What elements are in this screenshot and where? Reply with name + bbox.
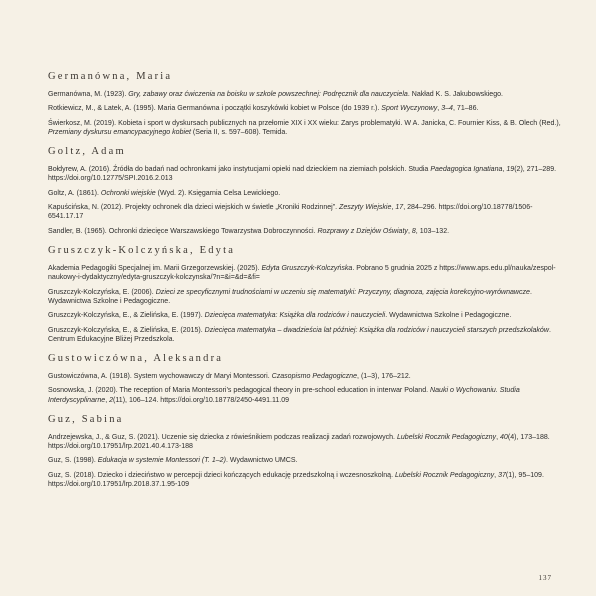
reference-italic-text: Dzieci ze specyficznymi trudnościami w uczeniu się matematyki: Przyczyny, diagnoza, zajęcia korekcyjno-wyrównawcze xyxy=(155,288,530,296)
reference-text: Świerkosz, M. (2019). Kobieta i sport w dyskursach publicznych na przełomie XIX i XX wieku: Zarys problematyki. W A. Janicka, C. Fournier Kiss, & B. Olech (Red.), xyxy=(48,119,561,127)
reference-text: , xyxy=(391,204,396,212)
reference-entry xyxy=(48,189,562,198)
reference-text: Bołdyrew, A. (2016). Źródła do badań nad ochronkami jako instytucjami opieki nad dzieckiem na ziemiach polskich. Studia xyxy=(48,166,431,174)
reference-text: Guz, S. (1998). xyxy=(48,457,98,465)
reference-text: Sandler, B. (1965). Ochronki dziecięce Warszawskiego Towarzystwa Dobroczynności. xyxy=(48,227,318,235)
reference-entry xyxy=(48,311,562,320)
reference-italic-text: Gry, zabawy oraz ćwiczenia na boisku w szkole powszechnej: Podręcznik dla nauczyciela xyxy=(128,91,408,98)
bibliography-page xyxy=(48,70,562,497)
reference-entry xyxy=(48,326,562,344)
section-title: Gustowiczówna, Aleksandra xyxy=(48,352,224,364)
reference-text: , 284–296. https://doi.org/10.18778/1506-6541.17.17 xyxy=(48,204,533,221)
reference-text: , xyxy=(105,396,110,404)
reference-text: (1), 95–109. https://doi.org/10.17951/lrp.2018.37.1.95-109 xyxy=(48,471,544,488)
section-title: Gruszczyk-Kolczyńska, Edyta xyxy=(48,244,236,256)
reference-entry xyxy=(48,203,562,221)
bibliography-section xyxy=(48,352,562,405)
reference-text: Kapuścińska, N. (2012). Projekty ochronek dla dzieci wiejskich w świetle „Kroniki Rodzinnej”. xyxy=(48,204,340,212)
reference-text: Andrzejewska, J., & Guz, S. (2021). Uczenie się dziecka z rówieśnikiem podczas realizacji zadań rozwojowych. xyxy=(48,433,397,441)
reference-text: (11), 106–124. https://doi.org/10.18778/2450-4491.11.09 xyxy=(113,396,290,404)
reference-text: , xyxy=(437,105,442,113)
reference-entry xyxy=(48,386,562,404)
reference-italic-text: Przemiany dyskursu emancypacyjnego kobiet xyxy=(48,128,191,136)
reference-italic-text: Paedagogica Ignatiana xyxy=(430,166,503,174)
reference-italic-text: Rozprawy z Dziejów Oświaty xyxy=(317,227,408,235)
reference-text: Gruszczyk-Kolczyńska, E. (2006). xyxy=(48,288,156,296)
reference-text: . Nakład K. S. Jakubowskiego. xyxy=(407,91,504,98)
reference-italic-text: 19 xyxy=(506,166,515,174)
reference-text: . Wydawnictwa Szkolne i Pedagogiczne. xyxy=(385,312,512,320)
reference-text: Guz, S. (2018). Dziecko i dzieciństwo w percepcji dzieci kończących edukację przedszkolną i wczesnoszkolną. xyxy=(48,471,396,479)
reference-text: . Wydawnictwo UMCS. xyxy=(225,457,298,465)
reference-italic-text: 37 xyxy=(498,471,506,479)
reference-italic-text: Dziecięca matematyka – dwadzieścia lat później: Książka dla rodziców i nauczycieli starszych przedszkolaków xyxy=(204,326,549,334)
reference-text: Sosnowska, J. (2020). The reception of Maria Montessori’s pedagogical theory in pre-school education in interwar Poland. xyxy=(48,387,431,395)
reference-text: (4), 173–188. https://doi.org/10.17951/lrp.2021.40.4.173-188 xyxy=(48,433,550,450)
bibliography-section xyxy=(48,413,562,489)
reference-italic-text: Ochronki wiejskie xyxy=(100,189,156,197)
reference-text: . Pobrano 5 grudnia 2025 z https://www.aps.edu.pl/nauka/zespol-naukowy-i-dydaktyczny/edyta-gruszczyk-kolczynska/?n=&i=&d=&fi= xyxy=(48,264,556,282)
reference-text: Rotkiewicz, M., & Latek, A. (1995). Maria Germanówna i początki koszykówki kobiet w Polsce (do 1939 r.). xyxy=(48,105,382,113)
reference-italic-text: Sport Wyczynowy xyxy=(381,105,438,113)
reference-entry xyxy=(48,433,562,451)
reference-italic-text: Czasopismo Pedagogiczne xyxy=(271,372,358,380)
section-title: Germanówna, Maria xyxy=(48,71,173,82)
reference-entry xyxy=(48,372,562,381)
reference-text: . Centrum Edukacyjne Bliżej Przedszkola. xyxy=(48,326,551,343)
reference-italic-text: Dziecięca matematyka: Książka dla rodziców i nauczycieli xyxy=(204,312,386,320)
bibliography-section xyxy=(48,145,562,236)
reference-text: Gruszczyk-Kolczyńska, E., & Zielińska, E. (1997). xyxy=(48,312,205,320)
reference-text: , xyxy=(502,166,507,174)
reference-italic-text: Edyta Gruszczyk-Kolczyńska xyxy=(261,264,353,272)
reference-entry xyxy=(48,227,562,236)
reference-italic-text: 40 xyxy=(500,433,508,441)
reference-italic-text: 2 xyxy=(109,396,114,404)
reference-text: , 103–132. xyxy=(415,227,450,235)
reference-entry xyxy=(48,471,562,489)
bibliography-section xyxy=(48,70,562,137)
reference-text: , (1–3), 176–212. xyxy=(357,372,411,380)
reference-entry xyxy=(48,119,562,137)
reference-text: , 71–86. xyxy=(452,105,479,113)
reference-text: (2), 271–289. https://doi.org/10.12775/SPI.2016.2.013 xyxy=(48,166,557,183)
reference-italic-text: Lubelski Rocznik Pedagogiczny xyxy=(396,433,497,441)
reference-text: , xyxy=(494,471,499,479)
reference-entry xyxy=(48,104,562,113)
reference-text: Gruszczyk-Kolczyńska, E., & Zielińska, E. (2015). xyxy=(48,326,205,334)
section-title: Goltz, Adam xyxy=(48,146,126,158)
reference-text: Germanówna, M. (1923). xyxy=(48,91,129,98)
reference-text: Gustowiczówna, A. (1918). System wychowawczy dr Maryi Montessori. xyxy=(48,372,272,380)
reference-entry xyxy=(48,165,562,183)
reference-italic-text: 8 xyxy=(411,227,416,235)
reference-text: Akademia Pedagogiki Specjalnej im. Marii Grzegorzewskiej. (2025). xyxy=(48,264,262,272)
reference-entry xyxy=(48,288,562,306)
reference-text: (Seria II, s. 597–608). Temida. xyxy=(190,128,288,136)
bibliography-section xyxy=(48,244,562,344)
reference-italic-text: 17 xyxy=(395,204,404,212)
reference-italic-text: Lubelski Rocznik Pedagogiczny xyxy=(395,471,495,479)
reference-italic-text: Zeszyty Wiejskie xyxy=(339,204,392,212)
reference-italic-text: Edukacja w systemie Montessori (T. 1–2) xyxy=(97,457,226,465)
reference-entry xyxy=(48,456,562,465)
reference-entry xyxy=(48,90,562,99)
section-title: Guz, Sabina xyxy=(48,413,124,425)
reference-entry xyxy=(48,264,562,282)
reference-text: (Wyd. 2). Księgarnia Celsa Lewickiego. xyxy=(155,189,281,197)
reference-italic-text: Nauki o Wychowaniu. Studia Interdyscyplinarne xyxy=(48,387,520,404)
page-number: 137 xyxy=(538,574,552,582)
reference-italic-text: 3–4 xyxy=(441,105,453,113)
reference-text: , xyxy=(496,433,500,441)
reference-text: Goltz, A. (1861). xyxy=(48,189,101,197)
reference-text: . Wydawnictwa Szkolne i Pedagogiczne. xyxy=(48,288,532,305)
reference-text: , xyxy=(407,227,412,235)
